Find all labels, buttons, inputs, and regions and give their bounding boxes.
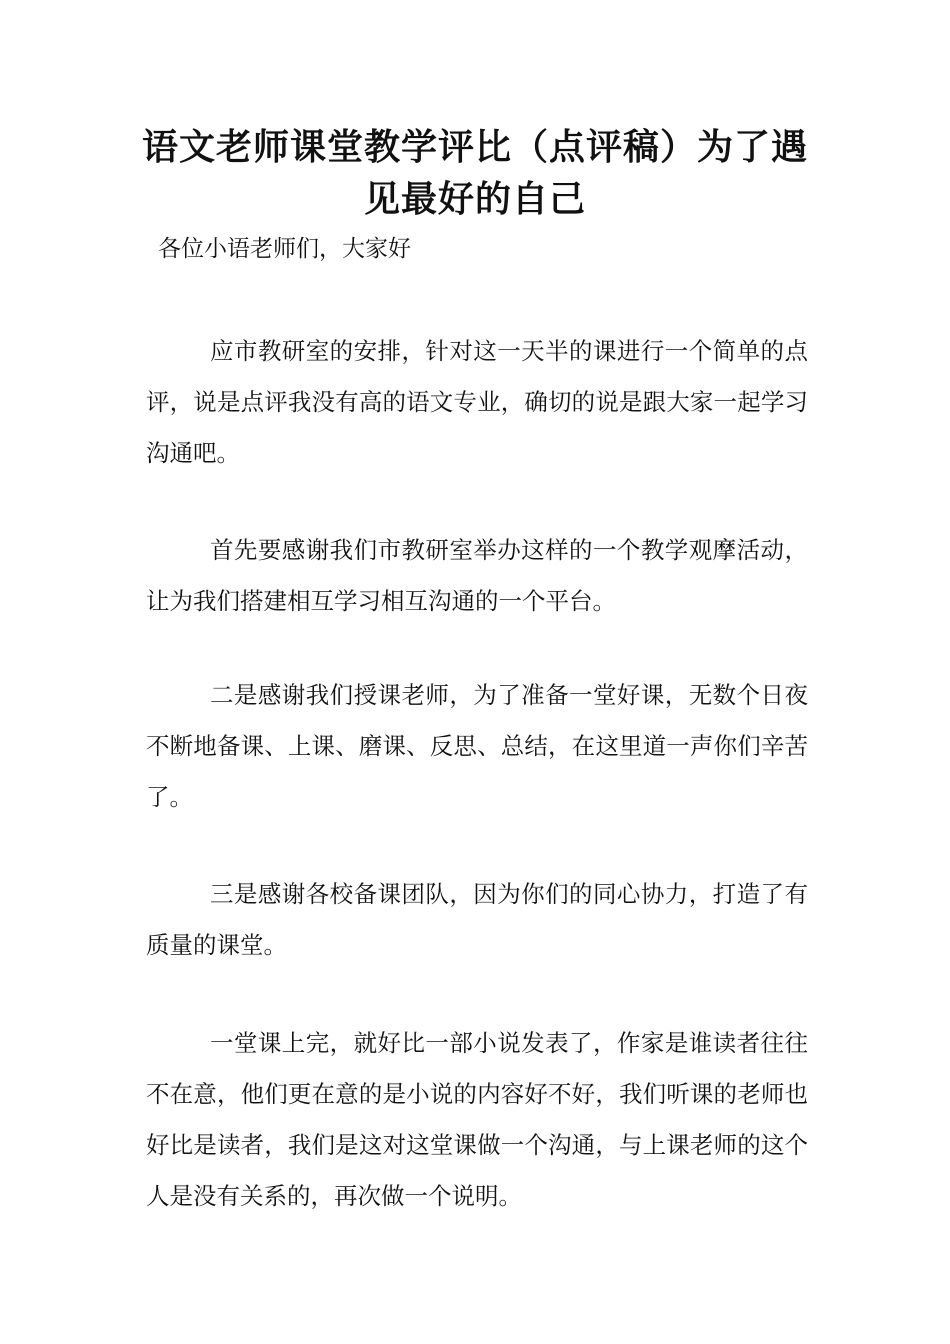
- document-title: 语文老师课堂教学评比（点评稿）为了遇见最好的自己: [141, 127, 808, 220]
- paragraph-2: 首先要感谢我们市教研室举办这样的一个教学观摩活动，让为我们搭建相互学习相互沟通的一个平台。: [146, 536, 808, 615]
- greeting-line: 各位小语老师们，大家好: [158, 236, 411, 262]
- paragraph-4: 三是感谢各校备课团队，因为你们的同心协力，打造了有质量的课堂。: [146, 880, 808, 959]
- paragraph-5: 一堂课上完，就好比一部小说发表了，作家是谁读者往往不在意，他们更在意的是小说的内容好不好，我们听课的老师也好比是读者，我们是这对这堂课做一个沟通，与上课老师的这个人是没有关系的，再次做一个说明。: [146, 1029, 808, 1210]
- paragraph-3: 二是感谢我们授课老师，为了准备一堂好课，无数个日夜不断地备课、上课、磨课、反思、总结，在这里道一声你们辛苦了。: [146, 681, 808, 811]
- paragraph-1: 应市教研室的安排，针对这一天半的课进行一个简单的点评，说是点评我没有高的语文专业，确切的说是跟大家一起学习沟通吧。: [146, 337, 808, 467]
